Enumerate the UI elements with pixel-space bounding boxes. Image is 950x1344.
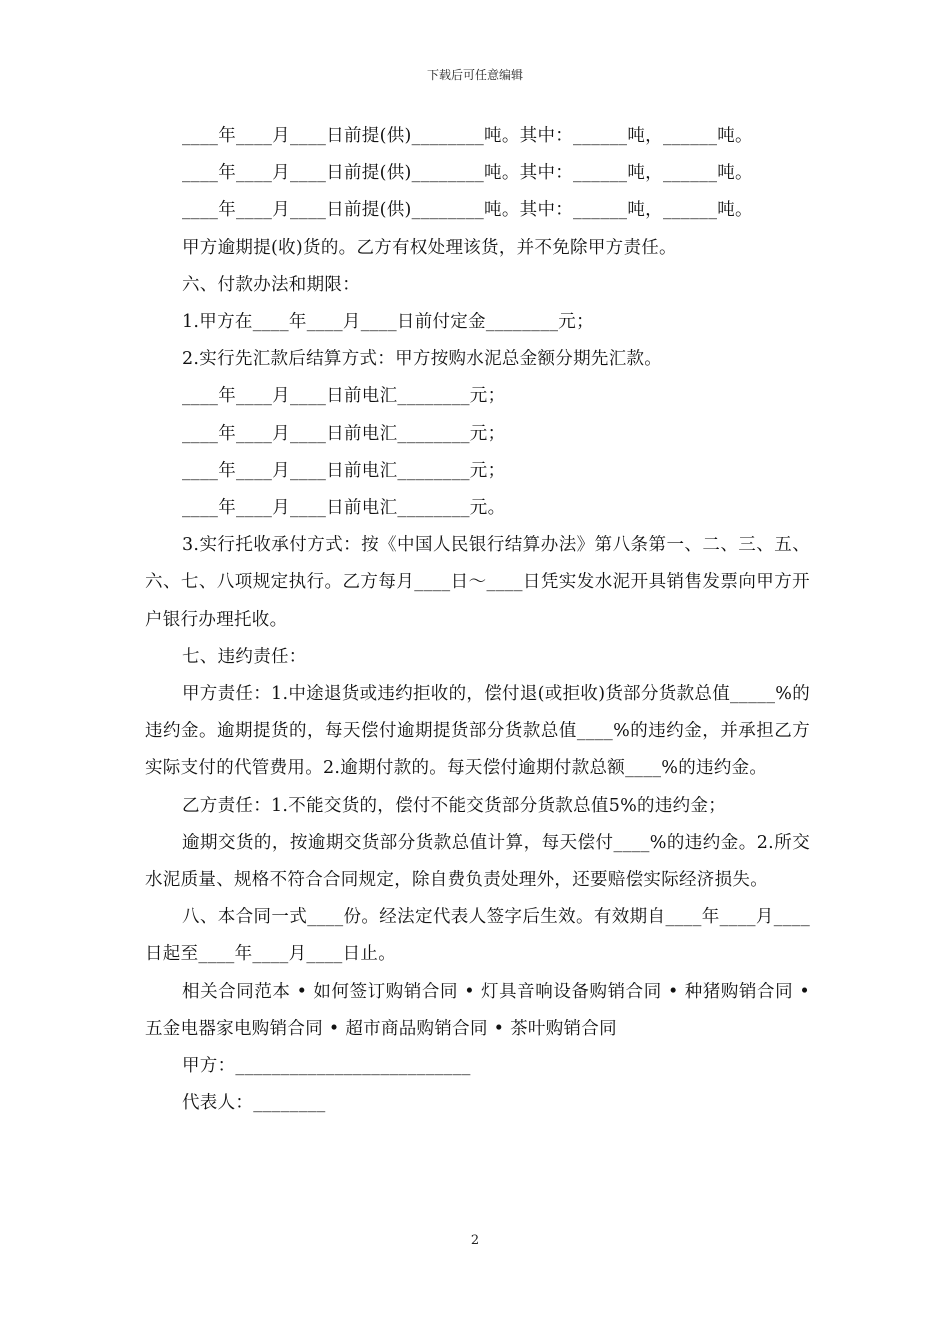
delivery-schedule-line: ____年____月____日前提(供)________吨。其中：______吨，______吨。 — [182, 126, 753, 146]
collection-clause: 3.实行托收承付方式：按《中国人民银行结算办法》第八条第一、二、三、五、六、七、八项规定执行。乙方每月____日～____日凭实发水泥开具销售发票向甲方开户银行办理托收。 — [145, 535, 810, 630]
representative-signature-line: 代表人：________ — [182, 1093, 326, 1114]
delivery-schedule-line: ____年____月____日前提(供)________吨。其中：______吨，______吨。 — [182, 200, 753, 221]
section-heading-liability: 七、违约责任： — [182, 646, 307, 667]
related-templates: 相关合同范本 • 如何签订购销合同 • 灯具音响设备购销合同 • 种猪购销合同 • 五金电器家电购销合同 • 超市商品购销合同 • 茶叶购销合同 — [145, 981, 810, 1039]
validity-clause: 八、本合同一式____份。经法定代表人签字后生效。有效期自____年____月____日起至____年____月____日止。 — [145, 907, 810, 965]
wire-schedule-line: ____年____月____日前电汇________元； — [182, 386, 506, 407]
deposit-clause: 1.甲方在____年____月____日前付定金________元； — [182, 312, 594, 333]
party-a-signature-line: 甲方：__________________________ — [182, 1056, 471, 1077]
wire-schedule-line: ____年____月____日前电汇________元； — [182, 460, 506, 481]
prepayment-clause: 2.实行先汇款后结算方式：甲方按购水泥总金额分期先汇款。 — [182, 349, 663, 370]
delivery-schedule-line: ____年____月____日前提(供)________吨。其中：______吨，______吨。 — [182, 163, 753, 184]
late-pickup-clause: 甲方逾期提(收)货的。乙方有权处理该货，并不免除甲方责任。 — [182, 237, 677, 258]
wire-schedule-line: ____年____月____日前电汇________元。 — [182, 498, 506, 519]
party-a-liability: 甲方责任：1.中途退货或违约拒收的，偿付退(或拒收)货部分货款总值_____%的违约金。逾期提货的，每天偿付逾期提货部分货款总值____%的违约金，并承担乙方实际支付的代管费用。2.逾期付款的。每天偿付逾期付款总额____%的违约金。 — [145, 684, 810, 779]
page-number: 2 — [470, 1233, 480, 1248]
contract-body — [145, 118, 810, 1122]
page-header: 下载后可任意编辑 — [426, 68, 523, 82]
wire-schedule-line: ____年____月____日前电汇________元； — [182, 423, 506, 444]
party-b-liability: 乙方责任：1.不能交货的，偿付不能交货部分货款总值5%的违约金； — [182, 795, 727, 816]
section-heading-payment: 六、付款办法和期限： — [182, 274, 360, 295]
late-delivery-clause: 逾期交货的，按逾期交货部分货款总值计算，每天偿付____%的违约金。2.所交水泥质量、规格不符合合同规定，除自费负责处理外，还要赔偿实际经济损失。 — [145, 832, 810, 891]
